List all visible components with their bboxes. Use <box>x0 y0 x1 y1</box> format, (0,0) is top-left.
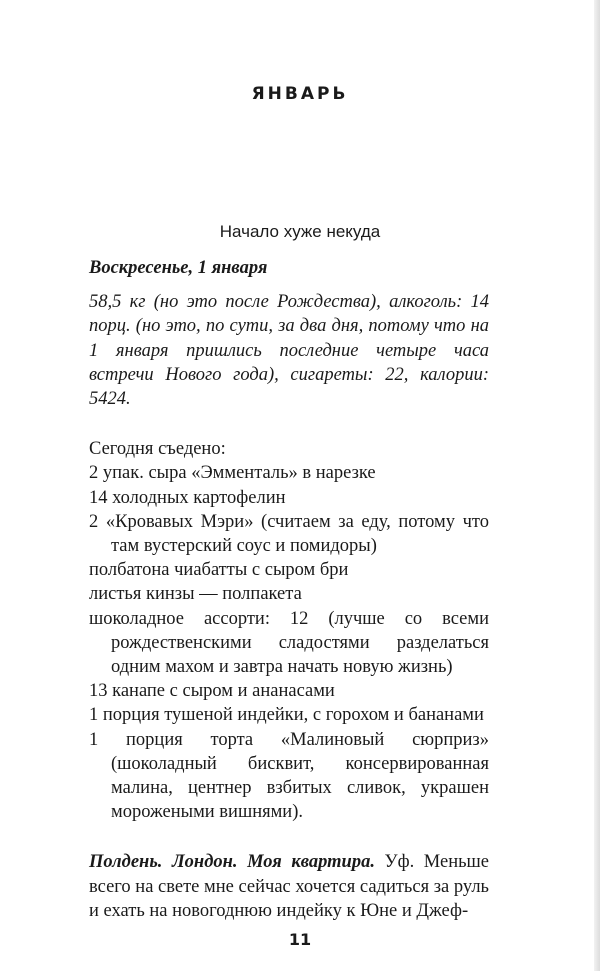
food-list-item: 13 канапе с сыром и ананасами <box>89 681 335 702</box>
food-list-item: полбатона чиабатты с сыром бри <box>89 560 349 581</box>
food-list-item: 14 холодных картофелин <box>89 487 286 508</box>
chapter-title: ЯНВАРЬ <box>251 84 349 104</box>
food-list-item: 1 порция тушеной индейки, с горохом и бананами <box>89 705 484 726</box>
food-list-item: 2 «Кровавых Мэри» (считаем за еду, потому что там вустерский соус и помидоры) <box>89 511 489 557</box>
food-list-title: Сегодня съедено: <box>89 439 226 460</box>
page-number: 11 <box>288 930 312 949</box>
food-list-item: листья кинзы — полпакета <box>89 584 302 605</box>
diary-entry <box>89 256 489 923</box>
paragraph-lead: Полдень. Лондон. Моя квартира. <box>89 852 375 873</box>
section-title: Начало хуже некуда <box>219 222 381 241</box>
entry-stats: 58,5 кг (но это после Рождества), алкоголь: 14 порц. (но это, по сути, за два дня, потому что на 1 января пришлись последние четыре часа встречи Нового года), сигареты: 22, калории: 5424. <box>89 292 489 410</box>
food-list-item: шоколадное ассорти: 12 (лучше со всеми рождественскими сладостями разделаться одним махом и завтра начать новую жизнь) <box>89 608 489 678</box>
paragraph-text: Уф. Меньше всего на свете мне сейчас хочется садиться за руль и ехать на новогоднюю индейку к Юне и Джеф- <box>89 852 490 921</box>
food-list-item: 1 порция торта «Малиновый сюрприз» (шоколадный бисквит, консервированная малина, центнер взбитых сливок, украшен морожеными вишнями). <box>89 729 489 823</box>
page-edge <box>594 0 600 971</box>
spacer <box>89 824 489 850</box>
spacer <box>89 411 489 437</box>
entry-date: Воскресенье, 1 января <box>89 258 268 278</box>
food-list-item: 2 упак. сыра «Эмменталь» в нарезке <box>89 463 376 484</box>
entry-paragraph <box>89 850 489 923</box>
